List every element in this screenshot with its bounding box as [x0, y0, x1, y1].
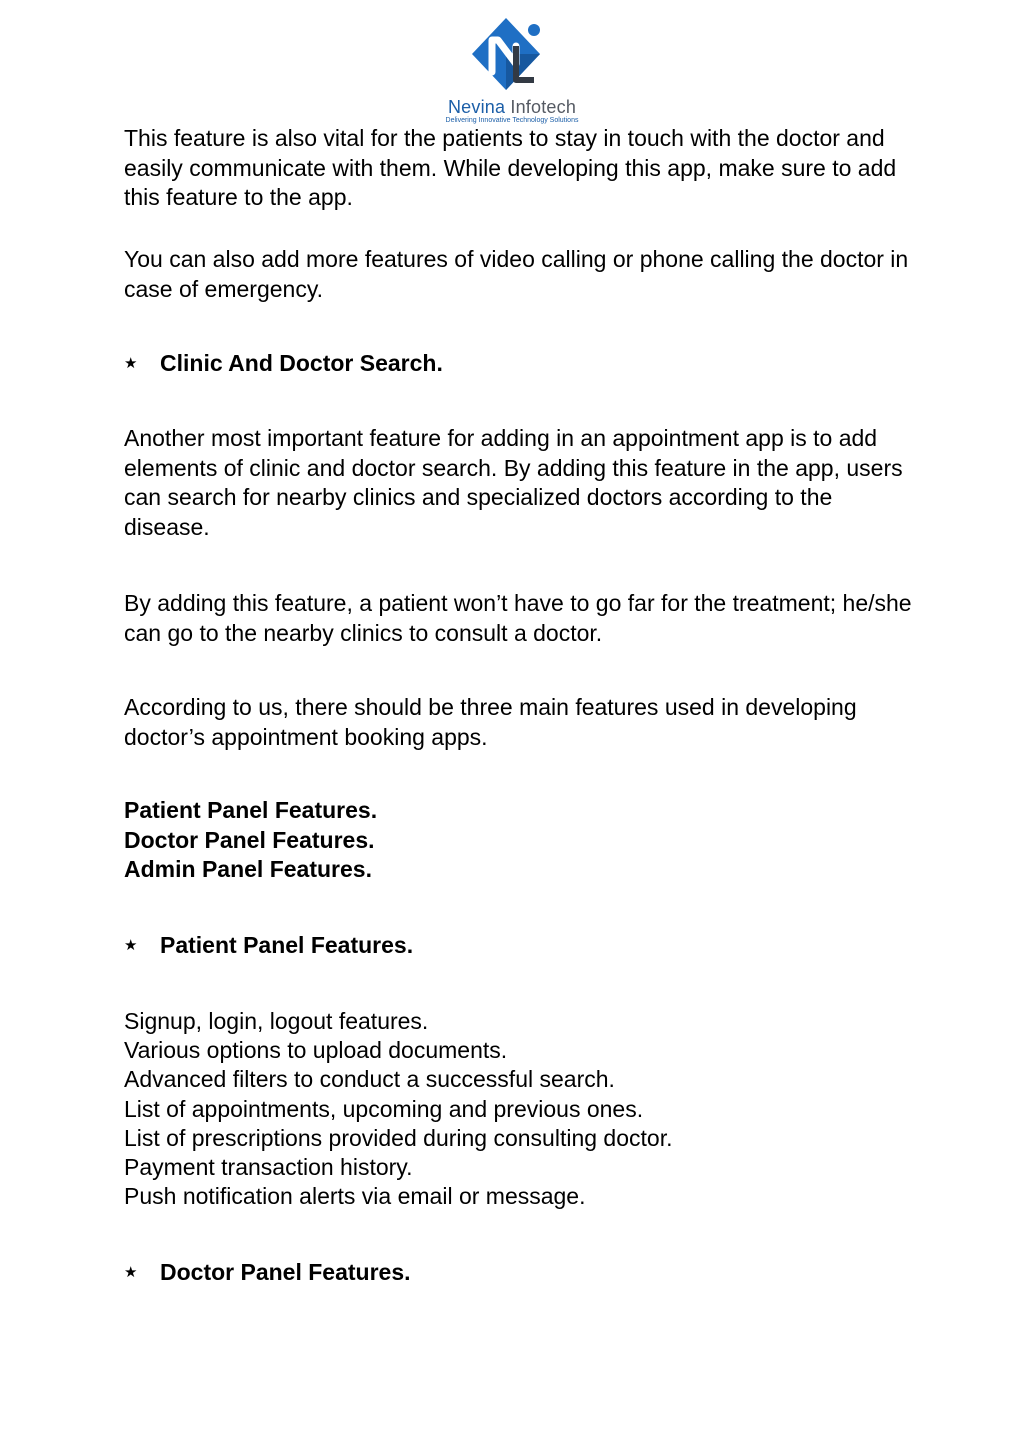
heading-clinic-search	[124, 349, 924, 378]
star-bullet-icon: ★	[124, 355, 138, 372]
paragraph-4: By adding this feature, a patient won’t have to go far for the treatment; he/she can go to the nearby clinics to consult a doctor.	[124, 590, 912, 646]
heading-clinic-search-text: Clinic And Doctor Search.	[160, 350, 443, 376]
list-item: List of prescriptions provided during consulting doctor.	[124, 1124, 673, 1151]
paragraph-2: You can also add more features of video calling or phone calling the doctor in case of emergency.	[124, 246, 909, 302]
panel-list-item: Admin Panel Features.	[124, 856, 372, 883]
star-bullet-icon: ★	[124, 1264, 138, 1281]
list-item: Advanced filters to conduct a successful search.	[124, 1066, 615, 1093]
heading-doctor-panel-text: Doctor Panel Features.	[160, 1259, 411, 1285]
list-item: Various options to upload documents.	[124, 1037, 508, 1064]
heading-patient-panel-text: Patient Panel Features.	[160, 932, 414, 958]
nevina-logo-icon	[462, 10, 562, 96]
paragraph-3: Another most important feature for adding in an appointment app is to add elements of clinic and doctor search. By adding this feature in the app, users can search for nearby clinics and specialized doctors according to the disease.	[124, 425, 903, 540]
panel-list-item: Patient Panel Features.	[124, 797, 378, 823]
patient-features-list	[124, 1007, 924, 1211]
list-item: List of appointments, upcoming and previous ones.	[124, 1095, 644, 1122]
brand-name-primary: Nevina	[447, 97, 506, 117]
heading-patient-panel	[124, 931, 924, 960]
paragraph-5: According to us, there should be three main features used in developing doctor’s appointment booking apps.	[124, 694, 857, 750]
list-item: Payment transaction history.	[124, 1154, 413, 1181]
panel-list	[124, 796, 924, 885]
brand-name	[0, 98, 1024, 116]
list-item: Push notification alerts via email or message.	[124, 1183, 586, 1210]
list-item: Signup, login, logout features.	[124, 1008, 429, 1034]
brand-tagline: Delivering Innovative Technology Solutions	[445, 117, 579, 124]
panel-list-item: Doctor Panel Features.	[124, 826, 375, 853]
star-bullet-icon: ★	[124, 937, 138, 954]
paragraph-1: This feature is also vital for the patients to stay in touch with the doctor and easily communicate with them. While developing this app, make sure to add this feature to the app.	[124, 125, 897, 211]
heading-doctor-panel	[124, 1258, 924, 1287]
brand-name-suffix: Infotech	[510, 97, 577, 117]
